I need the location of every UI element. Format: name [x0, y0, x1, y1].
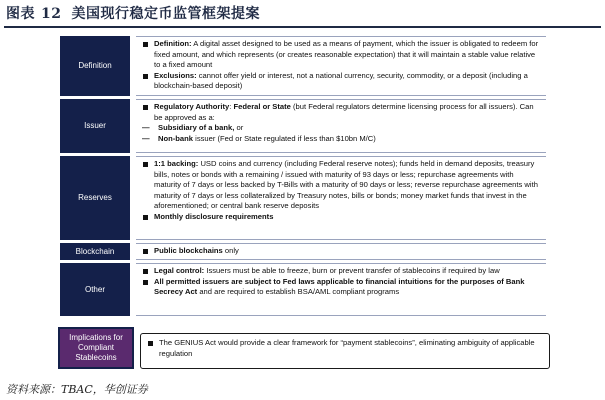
definition-text: A digital asset designed to be used as a means of payment, which the issuer is obligated to redeem for fixed amount, and which represents (or creates reasonable expectation) that it will maintain a stable value relative to a fixed amount [154, 39, 539, 70]
regulatory-authority-text: (but Federal regulators determine licensing process for all issuers). Can be approved as a: [154, 102, 534, 122]
nonbank-term: Non-bank [158, 133, 194, 143]
disclosure-term: Monthly disclosure requirements [154, 211, 274, 221]
figure-title [6, 3, 260, 25]
source-note: 资料来源：TBAC，华创证券 [6, 383, 148, 396]
nonbank-text: issuer (Fed or State regulated if less than $10bn M/C) [195, 133, 376, 143]
figure-label: 图表 [6, 6, 35, 22]
dash-item-subsidiary [142, 123, 542, 134]
fed-laws-term: All permitted issuers are subject to Fed laws applicable to financial intuitions for the purposes of Bank Secrecy Act [154, 276, 525, 297]
row-label-other: Other [60, 263, 130, 316]
list-item [142, 246, 542, 257]
implications-box [140, 333, 550, 369]
public-blockchains-term: Public blockchains [154, 246, 223, 255]
row-content-definition [136, 36, 546, 96]
regulatory-authority-term: Regulatory Authority [154, 102, 230, 111]
backing-term: 1:1 backing: [154, 159, 199, 168]
subsidiary-term: Subsidiary of a bank, [158, 123, 235, 133]
list-item [142, 159, 542, 212]
row-content-other [136, 263, 546, 316]
public-blockchains-text: only [224, 246, 239, 255]
row-content-issuer [136, 99, 546, 153]
list-item [142, 212, 542, 223]
figure-title-text: 美国现行稳定币监管框架提案 [71, 6, 260, 22]
federal-or-state-term: Federal or State [233, 102, 291, 111]
list-item [142, 277, 542, 298]
legal-control-term: Legal control: [154, 266, 205, 275]
list-item [142, 266, 542, 277]
list-item [142, 39, 542, 71]
title-divider [4, 26, 601, 28]
implications-label: Implications for Compliant Stablecoins [58, 327, 134, 369]
subsidiary-text: or [236, 123, 244, 133]
definition-term: Definition: [154, 39, 192, 48]
row-label-blockchain: Blockchain [60, 243, 130, 260]
row-content-blockchain [136, 243, 546, 260]
implications-text: The GENIUS Act would provide a clear framework for “payment stablecoins”, eliminating ambiguity of applicable regulation [159, 338, 535, 358]
legal-control-text: Issuers must be able to freeze, burn or prevent transfer of stablecoins if required by law [206, 266, 500, 275]
row-label-definition: Definition [60, 36, 130, 96]
figure-number: 12 [41, 6, 62, 22]
row-label-reserves: Reserves [60, 156, 130, 240]
backing-text: USD coins and currency (including Federal reserve notes); funds held in demand deposits, treasury bills, notes or bonds with a remaining / issued with maturity of 93 days or less; repurchase agreements with maturity of 7 days or less backed by T-Bills with a maturity of 90 days or less; reverse repurchase agreements with maturity of 7 days or less collateralized by Treasury notes, bills or bonds; money market funds that invest in the aforementioned; or central bank reserve deposits [154, 159, 538, 211]
list-item [142, 102, 542, 123]
fed-laws-text: and are required to establish BSA/AML compliant programs [199, 287, 400, 297]
list-item [142, 71, 542, 92]
row-label-issuer: Issuer [60, 99, 130, 153]
dash-item-nonbank [142, 134, 542, 145]
list-item [147, 338, 543, 359]
row-content-reserves [136, 156, 546, 240]
regulatory-authority-separator: : [229, 102, 234, 111]
exclusions-term: Exclusions: [154, 70, 197, 80]
exclusions-text: cannot offer yield or interest, not a national currency, security, commodity, or a deposit (including a blockchain-based deposit) [154, 70, 528, 91]
